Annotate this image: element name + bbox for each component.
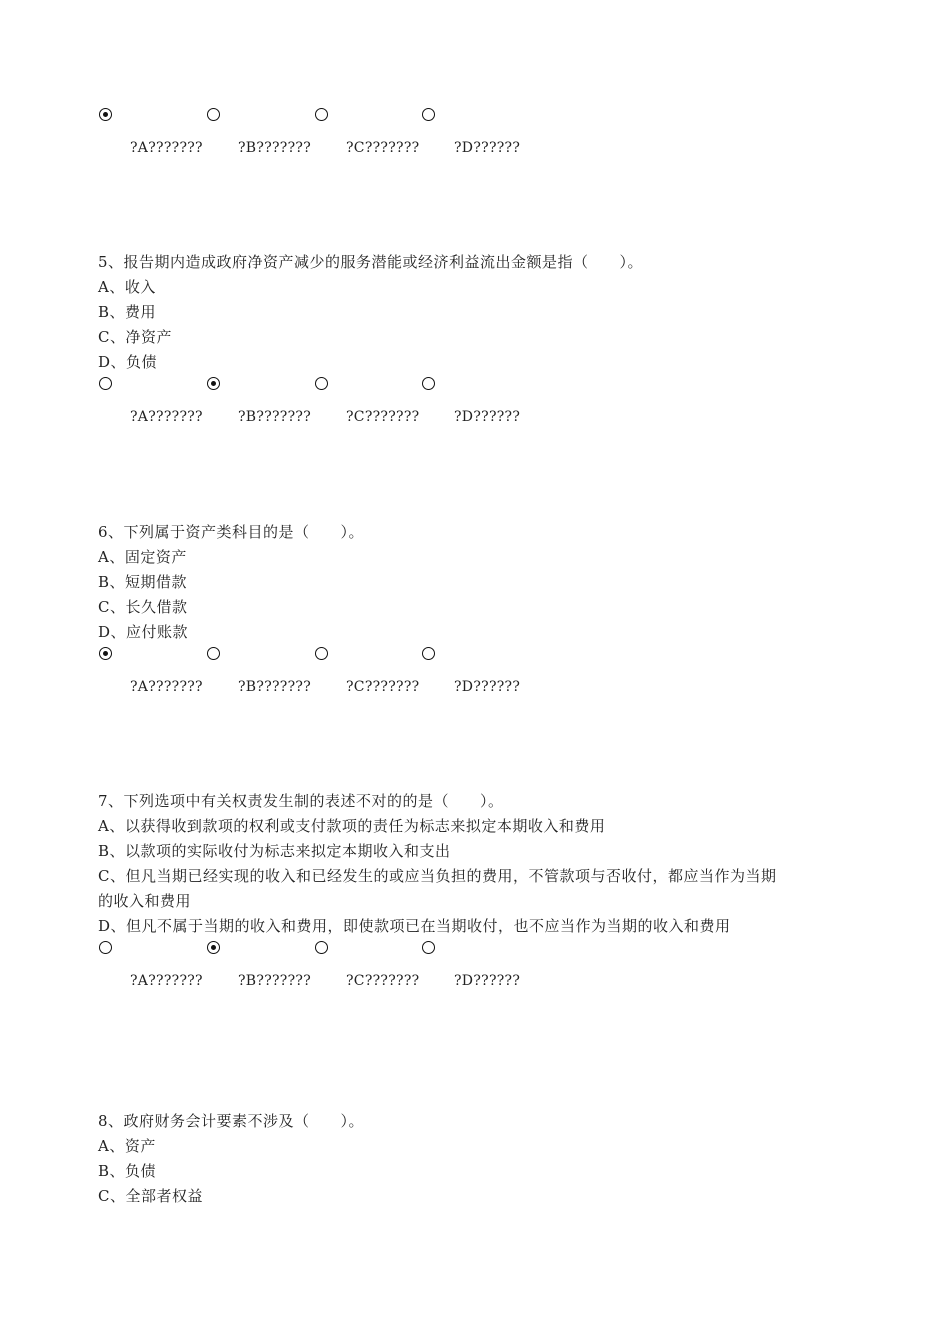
- radio-q5-d[interactable]: [422, 377, 435, 390]
- radio-label-a: ?A???????: [130, 140, 203, 156]
- option-b: B、负债: [98, 1162, 157, 1180]
- radio-label-b: ?B???????: [238, 679, 312, 695]
- radio-q5-c[interactable]: [315, 377, 328, 390]
- radio-q7-d[interactable]: [422, 941, 435, 954]
- question-text: 7、下列选项中有关权责发生制的表述不对的的是（ ）。: [98, 792, 504, 810]
- option-b: B、以款项的实际收付为标志来拟定本期收入和支出: [98, 842, 451, 860]
- question-8: [98, 1109, 778, 1209]
- radio-q7-c[interactable]: [315, 941, 328, 954]
- radio-label-a: ?A???????: [130, 409, 203, 425]
- radio-label-b: ?B???????: [238, 973, 312, 989]
- option-d: D、但凡不属于当期的收入和费用，即使款项已在当期收付，也不应当作为当期的收入和费用: [98, 917, 731, 935]
- option-a: A、资产: [98, 1137, 156, 1155]
- radio-label-c: ?C???????: [346, 409, 420, 425]
- radio-group-q6: [98, 645, 778, 667]
- option-a: A、固定资产: [98, 548, 187, 566]
- question-6: [98, 520, 778, 700]
- question-text: 6、下列属于资产类科目的是（ ）。: [98, 523, 365, 541]
- radio-group-q7: [98, 939, 778, 961]
- question-4-answers: [98, 106, 778, 161]
- radio-q7-b[interactable]: [207, 941, 220, 954]
- radio-group-q4: [98, 106, 778, 128]
- question-text: 8、政府财务会计要素不涉及（ ）。: [98, 1112, 365, 1130]
- option-c: C、但凡当期已经实现的收入和已经发生的或应当负担的费用，不管款项与否收付，都应当作为当期的收入和费用: [98, 867, 777, 910]
- radio-labels-q5: [98, 406, 778, 430]
- radio-group-q5: [98, 375, 778, 397]
- option-c: C、长久借款: [98, 598, 188, 616]
- option-a: A、以获得收到款项的权利或支付款项的责任为标志来拟定本期收入和费用: [98, 817, 606, 835]
- option-a: A、收入: [98, 278, 156, 296]
- radio-q5-a[interactable]: [99, 377, 112, 390]
- radio-label-d: ?D??????: [454, 973, 521, 989]
- radio-q6-b[interactable]: [207, 647, 220, 660]
- radio-label-a: ?A???????: [130, 679, 203, 695]
- radio-label-a: ?A???????: [130, 973, 203, 989]
- radio-label-c: ?C???????: [346, 973, 420, 989]
- question-7: [98, 789, 778, 994]
- option-d: D、应付账款: [98, 623, 189, 641]
- question-text: 5、报告期内造成政府净资产减少的服务潜能或经济利益流出金额是指（ ）。: [98, 253, 644, 271]
- radio-label-b: ?B???????: [238, 140, 312, 156]
- option-c: C、净资产: [98, 328, 172, 346]
- radio-labels-q4: [98, 137, 778, 161]
- radio-q5-b[interactable]: [207, 377, 220, 390]
- option-c: C、全部者权益: [98, 1187, 203, 1205]
- option-b: B、费用: [98, 303, 157, 321]
- radio-label-d: ?D??????: [454, 679, 521, 695]
- radio-label-d: ?D??????: [454, 409, 521, 425]
- radio-q4-a[interactable]: [99, 108, 112, 121]
- radio-label-c: ?C???????: [346, 679, 420, 695]
- radio-label-d: ?D??????: [454, 140, 521, 156]
- radio-labels-q6: [98, 676, 778, 700]
- radio-q6-a[interactable]: [99, 647, 112, 660]
- radio-q4-c[interactable]: [315, 108, 328, 121]
- radio-label-c: ?C???????: [346, 140, 420, 156]
- option-b: B、短期借款: [98, 573, 188, 591]
- radio-label-b: ?B???????: [238, 409, 312, 425]
- radio-q4-d[interactable]: [422, 108, 435, 121]
- radio-q7-a[interactable]: [99, 941, 112, 954]
- radio-labels-q7: [98, 970, 778, 994]
- radio-q6-c[interactable]: [315, 647, 328, 660]
- radio-q6-d[interactable]: [422, 647, 435, 660]
- question-5: [98, 250, 778, 430]
- radio-q4-b[interactable]: [207, 108, 220, 121]
- option-d: D、负债: [98, 353, 158, 371]
